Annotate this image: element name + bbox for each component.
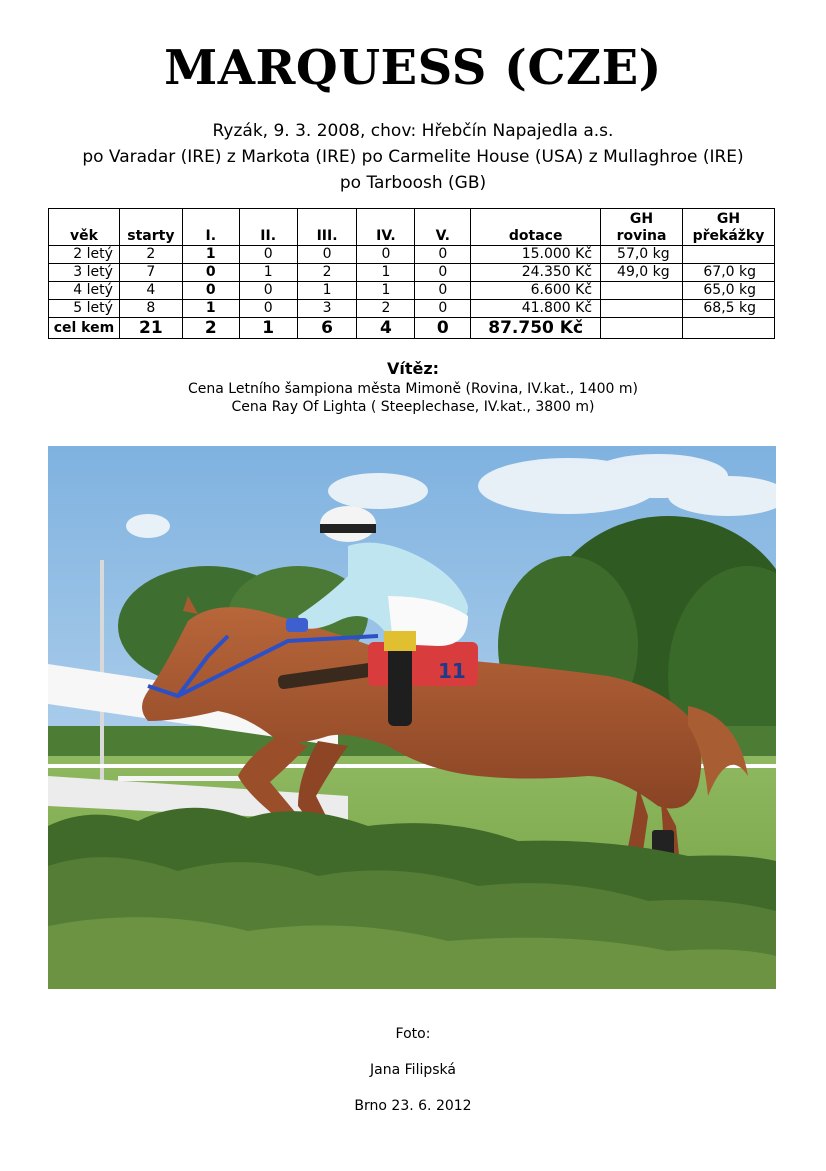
pedigree-line-1: Ryzák, 9. 3. 2008, chov: Hřebčín Napajedla a.s. [212,121,614,141]
total-first: 2 [182,318,239,339]
cell-prize: 6.600 Kč [471,282,601,300]
photo-place-date: Brno 23. 6. 2012 [354,1098,472,1114]
cell-starts: 4 [119,282,182,300]
cell-age: 5 letý [49,300,120,318]
cell-first: 1 [182,246,239,264]
total-third: 6 [297,318,357,339]
col-header-gh-jump [682,209,774,246]
cell-fourth: 1 [357,282,415,300]
table-total-row [49,318,775,339]
cell-third: 0 [297,246,357,264]
table-row [49,282,775,300]
cell-prize: 15.000 Kč [471,246,601,264]
cell-age: 4 letý [49,282,120,300]
photo-credits [0,1024,826,1132]
pedigree-line-3: po Tarboosh (GB) [339,173,487,193]
col-header-prize: dotace [471,209,601,246]
race-record-table [48,208,775,339]
credits-label: Foto: [395,1026,431,1042]
cell-third: 2 [297,264,357,282]
cell-first: 1 [182,300,239,318]
gh-flat-label-2: rovina [616,228,667,244]
total-label: cel kem [49,318,120,339]
total-fourth: 4 [357,318,415,339]
cell-second: 0 [239,300,297,318]
cell-gh-jump: 65,0 kg [682,282,774,300]
cell-second: 1 [239,264,297,282]
cell-fifth: 0 [415,282,471,300]
cell-gh-jump: 68,5 kg [682,300,774,318]
pedigree-block [0,118,826,196]
saddle-number: 11 [438,659,466,683]
winner-heading: Vítěz: [386,359,440,378]
winner-section [0,360,826,416]
cell-gh-jump [682,246,774,264]
cell-fifth: 0 [415,300,471,318]
cell-second: 0 [239,282,297,300]
cell-second: 0 [239,246,297,264]
cell-gh-flat [601,282,683,300]
col-header-second: II. [239,209,297,246]
pedigree-line-2: po Varadar (IRE) z Markota (IRE) po Carmelite House (USA) z Mullaghroe (IRE) [82,147,744,167]
cell-third: 1 [297,282,357,300]
cell-gh-flat: 49,0 kg [601,264,683,282]
total-starts: 21 [119,318,182,339]
col-header-gh-flat [601,209,683,246]
cell-fourth: 0 [357,246,415,264]
cell-age: 2 letý [49,246,120,264]
cell-starts: 8 [119,300,182,318]
total-second: 1 [239,318,297,339]
photographer-name: Jana Filipská [370,1062,456,1078]
total-prize: 87.750 Kč [471,318,601,339]
cell-starts: 7 [119,264,182,282]
gh-flat-label-1: GH [629,211,654,227]
cell-gh-flat: 57,0 kg [601,246,683,264]
col-header-first: I. [182,209,239,246]
cell-third: 3 [297,300,357,318]
gh-jump-label-2: překážky [692,228,765,244]
cell-starts: 2 [119,246,182,264]
col-header-age: věk [49,209,120,246]
cell-fifth: 0 [415,246,471,264]
cell-gh-jump: 67,0 kg [682,264,774,282]
cell-prize: 24.350 Kč [471,264,601,282]
horse-name-title: MARQUESS (CZE) [164,40,662,96]
cell-fifth: 0 [415,264,471,282]
winner-race-2: Cena Ray Of Lighta ( Steeplechase, IV.kat., 3800 m) [231,399,595,415]
cell-age: 3 letý [49,264,120,282]
cell-prize: 41.800 Kč [471,300,601,318]
table-header-row [49,209,775,246]
race-photo [48,446,776,989]
cell-first: 0 [182,264,239,282]
col-header-third: III. [297,209,357,246]
cell-fourth: 1 [357,264,415,282]
cell-fourth: 2 [357,300,415,318]
gh-jump-label-1: GH [716,211,741,227]
winner-race-1: Cena Letního šampiona města Mimoně (Rovina, IV.kat., 1400 m) [188,381,638,397]
table-row [49,264,775,282]
total-gh-jump [682,318,774,339]
table-row [49,246,775,264]
col-header-fifth: V. [415,209,471,246]
total-gh-flat [601,318,683,339]
col-header-starts: starty [119,209,182,246]
table-row [49,300,775,318]
total-fifth: 0 [415,318,471,339]
cell-first: 0 [182,282,239,300]
cell-gh-flat [601,300,683,318]
col-header-fourth: IV. [357,209,415,246]
